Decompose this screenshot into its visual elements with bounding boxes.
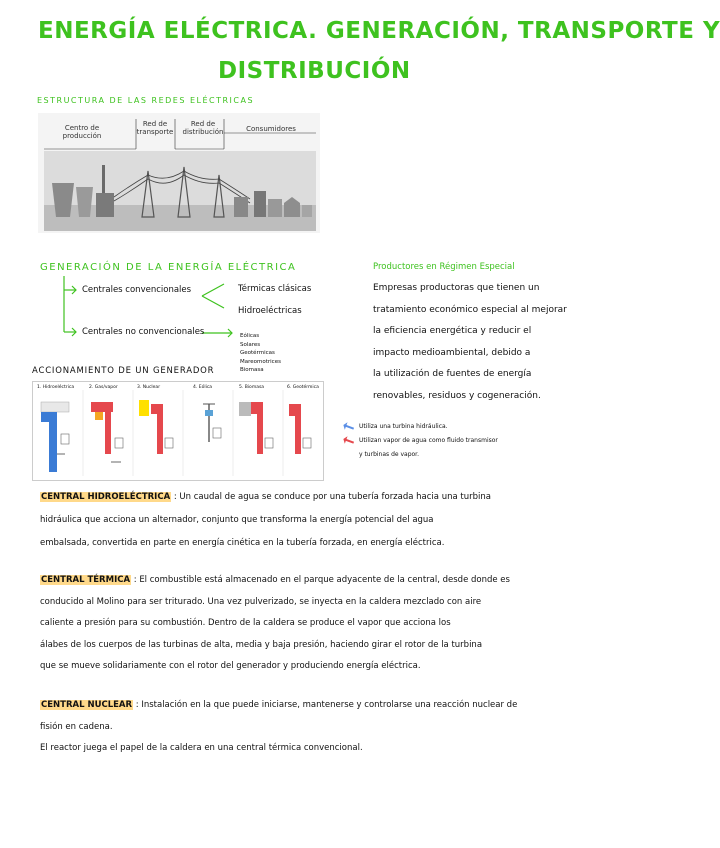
panel-gas-vapor [91,402,123,462]
thermal-line: : El combustible está almacenado en el parque adyacente de la central, desde donde es [133,575,510,585]
thermal-paragraph [40,570,560,678]
structure-heading: ESTRUCTURA DE LAS REDES ELÉCTRICAS [37,96,255,105]
non-conventional-arrow [200,328,240,348]
thermal-line: que se mueve solidariamente con el rotor del generador y produciendo energía eléctrica. [40,661,421,671]
legend-steam-2: y turbinas de vapor. [359,451,420,458]
panel-label-4: 4. Eólica [193,385,213,390]
panel-label-1: 1. Hidroeléctrica [37,385,75,390]
panel-biomasa [239,402,273,454]
hydro-line: : Un caudal de agua se conduce por una tubería forzada hacia una turbina [173,492,491,502]
building-3 [302,205,312,217]
legend-arrow-red [342,435,355,446]
panel-label-2: 2. Gas/vapor [89,385,118,390]
producers-text [373,278,573,407]
page-title-line1: ENERGÍA ELÉCTRICA. GENERACIÓN, TRANSPORTE Y [38,18,720,44]
thermal-line: caliente a presión para su combustión. Dentro de la caldera se produce el vapor que acciona los [40,618,451,628]
building-1 [254,191,266,217]
panel-eolica [203,404,221,442]
producers-line: la utilización de fuentes de energía [373,369,532,379]
nuclear-term: CENTRAL NUCLEAR [41,700,133,710]
page-title-line2: DISTRIBUCIÓN [218,58,411,84]
producers-heading: Productores en Régimen Especial [373,262,515,272]
thermal-term: CENTRAL TÉRMICA [41,575,131,585]
substation [234,197,248,217]
nuclear-line: El reactor juega el papel de la caldera en una central térmica convencional. [40,743,363,753]
producers-line: renovables, residuos y cogeneración. [373,390,541,401]
cooling-tower-2 [76,187,93,217]
label-consumidores: Consumidores [246,125,296,133]
hydro-line: hidráulica que acciona un alternador, conjunto que transforma la energía potencial del agua [40,515,434,525]
producers-line: tratamiento económico especial al mejorar [373,304,567,315]
type-solares: Solares [240,341,261,348]
label-red-distribucion: Red de distribución [182,120,224,136]
hydro-paragraph [40,486,560,555]
panel-label-5: 5. Biomasa [239,385,265,390]
thermal-line: álabes de los cuerpos de las turbinas de alta, media y baja presión, haciendo girar el rotor de la turbina [40,639,483,650]
producers-line: impacto medioambiental, debido a [373,347,531,358]
nuclear-line: fisión en cadena. [40,721,113,732]
legend-arrow-blue [342,421,355,432]
nuclear-line: : Instalación en la que puede iniciarse, mantenerse y controlarse una reacción nuclear de [135,700,518,710]
type-biomasa: Biomasa [240,367,264,373]
type-termicas: Térmicas clásicas [238,284,312,294]
type-geotermicas: Geotérmicas [240,350,275,356]
panel-label-6: 6. Geotérmica [287,385,319,390]
legend-steam: Utilizan vapor de agua como fluido transmisor [359,437,498,444]
label-red-transporte: Red de transporte [136,120,174,136]
type-mareomotrices: Mareomotrices [240,358,281,365]
legend-arrows [342,422,356,446]
hydro-line: embalsada, convertida en parte en energía cinética en la tubería forzada, en energía eléctrica. [40,538,445,548]
producers-line: la eficiencia energética y reducir el [373,326,532,336]
panel-label-3: 3. Nuclear [137,385,161,390]
non-conventional-list [240,332,281,375]
thermal-line: conducido al Molino para ser triturado. Una vez pulverizado, se inyecta en la caldera mezclado con aire [40,596,482,607]
drive-heading: ACCIONAMIENTO DE UN GENERADOR [32,366,215,376]
network-diagram [38,113,320,233]
non-conventional-plants: Centrales no convencionales [82,327,205,337]
producers-line: Empresas productoras que tienen un [373,283,540,293]
generation-heading: GENERACIÓN DE LA ENERGÍA ELÉCTRICA [40,262,297,273]
type-hidroelectricas: Hidroeléctricas [238,306,302,316]
panel-nuclear [139,400,173,454]
panel-geotermica [289,404,311,454]
hydro-term: CENTRAL HIDROELÉCTRICA [41,492,171,502]
legend-hydraulic: Utiliza una turbina hidráulica. [359,423,448,430]
label-centro-produccion: Centro de producción [62,124,102,140]
chimney [102,165,105,193]
generator-panels-illustration [33,382,323,480]
panel-hydro [41,402,69,472]
generator-panels [32,381,324,481]
type-eolicas: Eólicas [240,333,260,339]
nuclear-paragraph [40,695,560,760]
conventional-plants: Centrales convencionales [82,285,192,295]
plant-building [96,193,114,217]
building-2 [268,199,282,217]
